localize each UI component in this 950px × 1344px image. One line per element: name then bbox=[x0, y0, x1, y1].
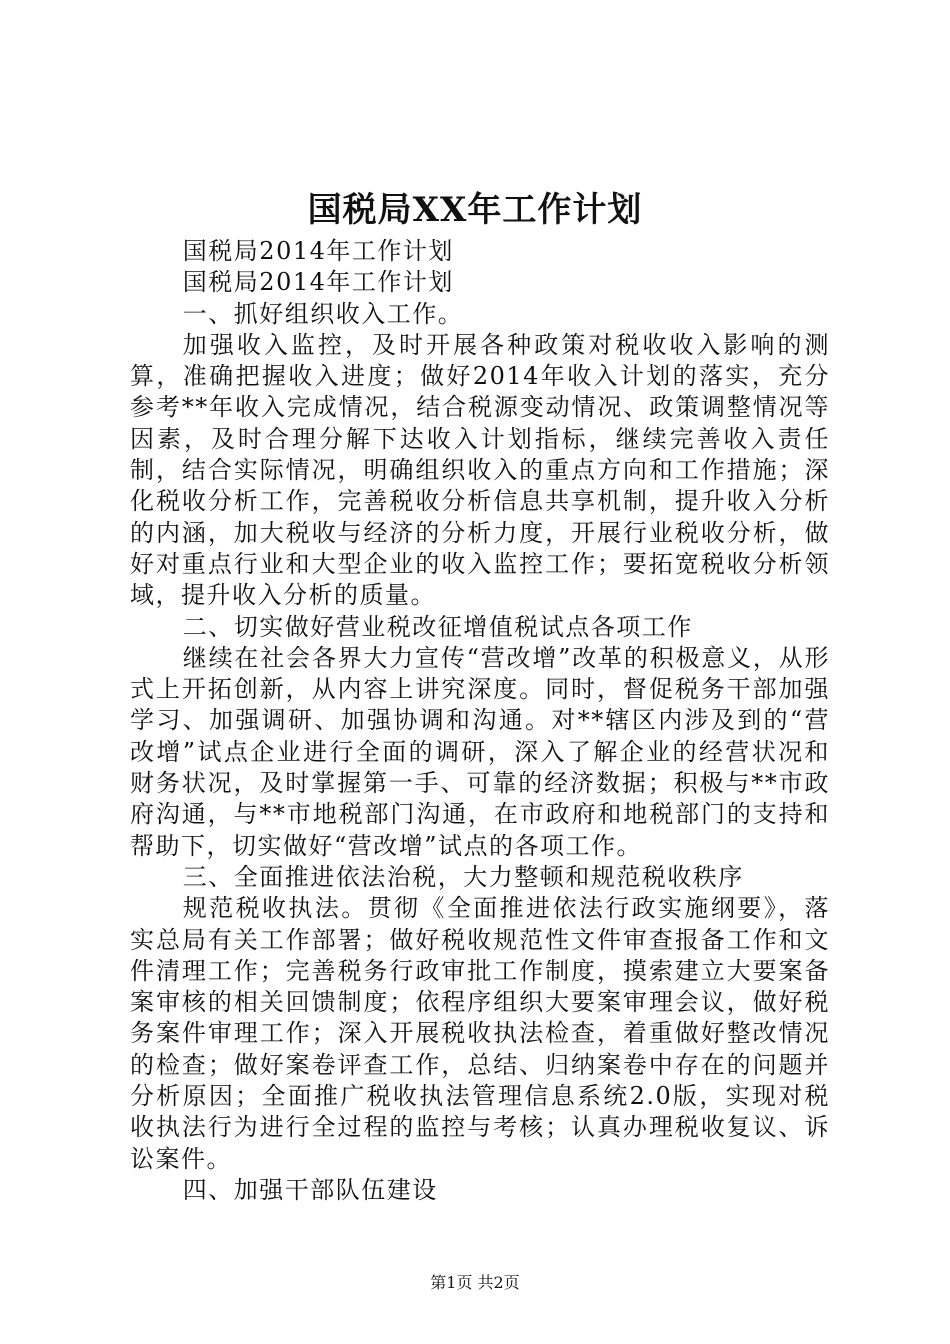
document-title: 国税局XX年工作计划 bbox=[307, 190, 643, 230]
paragraph-subtitle-1: 国税局2014年工作计划 bbox=[182, 237, 454, 265]
paragraph-section-3: 规范税收执法。贯彻《全面推进依法行政实施纲要》，落实总局有关工作部署；做好税收规范性文件审查报备工作和文件清理工作；完善税务行政审批工作制度，摸索建立大要案备案审核的相关回馈制度；依程序组织大要案审理会议，做好税务案件审理工作；深入开展税收执法检查，着重做好整改情况的检查；做好案卷评查工作，总结、归纳案卷中存在的问题并分析原因；全面推广税收执法管理信息系统2.0版，实现对税收执法行为进行全过程的监控与考核；认真办理税收复议、诉讼案件。 bbox=[130, 894, 830, 1173]
section-heading-1: 一、抓好组织收入工作。 bbox=[182, 299, 464, 328]
paragraph-section-2: 继续在社会各界大力宣传“营改增”改革的积极意义，从形式上开拓创新，从内容上讲究深度。同时，督促税务干部加强学习、加强调研、加强协调和沟通。对**辖区内涉及到的“营改增”试点企业进行全面的调研，深入了解企业的经营状况和财务状况，及时掌握第一手、可靠的经济数据；积极与**市政府沟通，与**市地税部门沟通，在市政府和地税部门的支持和帮助下，切实做好“营改增”试点的各项工作。 bbox=[130, 643, 830, 860]
section-heading-2: 二、切实做好营业税改征增值税试点各项工作 bbox=[182, 612, 693, 641]
paragraph-section-1: 加强收入监控，及时开展各种政策对税收收入影响的测算，准确把握收入进度；做好2014年收入计划的落实，充分参考**年收入完成情况，结合税源变动情况、政策调整情况等因素，及时合理分解下达收入计划指标，继续完善收入责任制，结合实际情况，明确组织收入的重点方向和工作措施；深化税收分析工作，完善税收分析信息共享机制，提升收入分析的内涵，加大税收与经济的分析力度，开展行业税收分析，做好对重点行业和大型企业的收入监控工作；要拓宽税收分析领域，提升收入分析的质量。 bbox=[130, 330, 830, 610]
section-heading-3: 三、全面推进依法治税，大力整顿和规范税收秩序 bbox=[182, 862, 744, 891]
section-heading-4: 四、加强干部队伍建设 bbox=[182, 1175, 438, 1204]
paragraph-subtitle-2: 国税局2014年工作计划 bbox=[182, 268, 454, 297]
page-number-footer: 第1页 共2页 bbox=[430, 1273, 520, 1292]
document-body bbox=[130, 236, 830, 1206]
